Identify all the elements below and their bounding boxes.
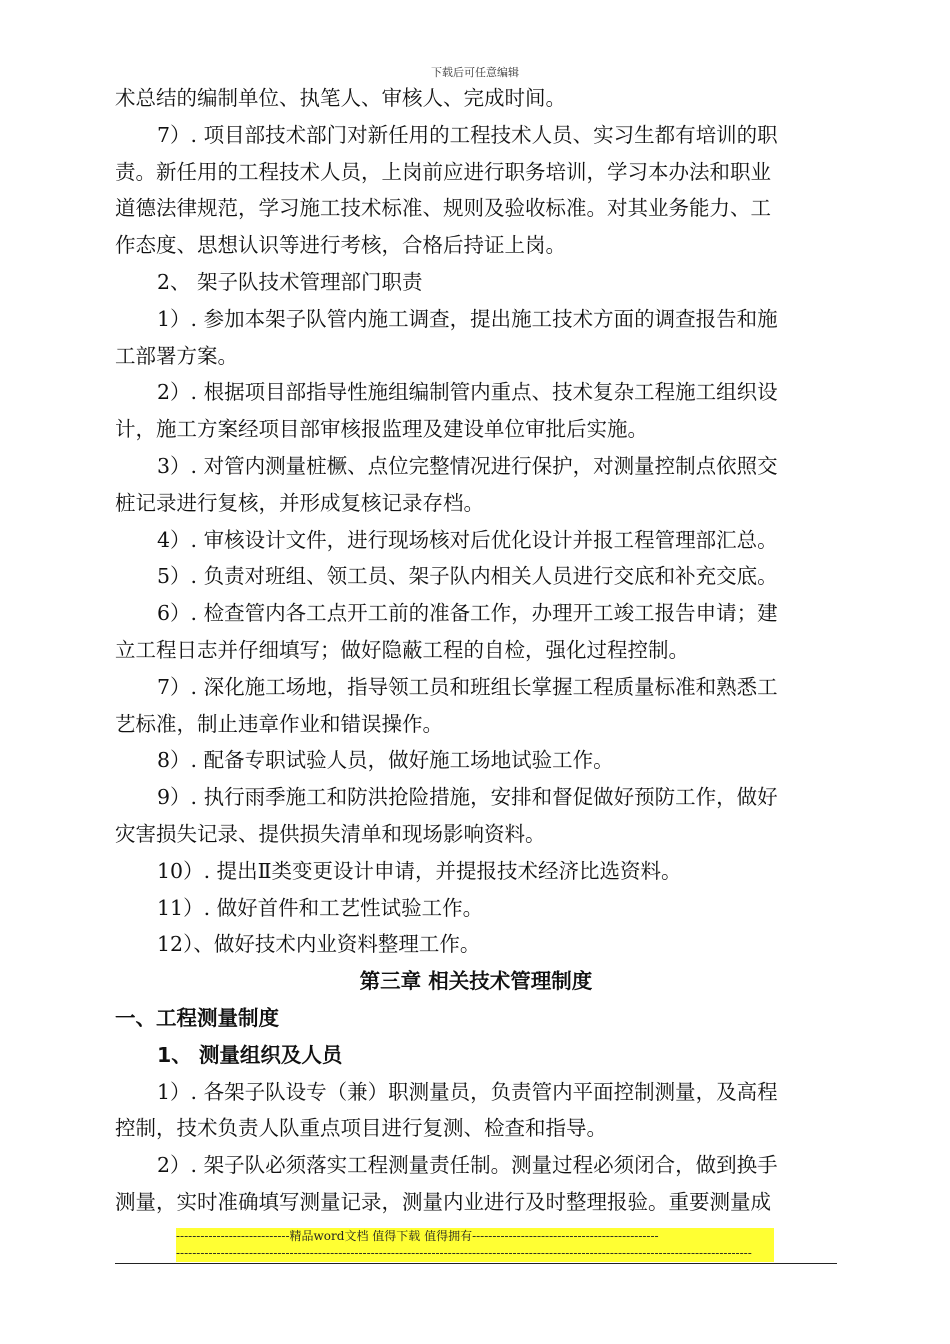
paragraph-line: 7）. 项目部技术部门对新任用的工程技术人员、实习生都有培训的职 [157,122,778,147]
paragraph-line: 9）. 执行雨季施工和防洪抢险措施，安排和督促做好预防工作，做好 [157,785,778,810]
paragraph-line: 3）. 对管内测量桩橛、点位完整情况进行保护，对测量控制点依照交 [157,453,778,478]
paragraph-line: 测量，实时准确填写测量记录，测量内业进行及时整理报验。重要测量成 [115,1189,771,1214]
paragraph-line: 1）. 参加本架子队管内施工调查，提出施工技术方面的调查报告和施 [157,306,778,331]
paragraph-line: 立工程日志并仔细填写；做好隐蔽工程的自检，强化过程控制。 [115,637,689,662]
paragraph-line: 10）. 提出Ⅱ类变更设计申请，并提报技术经济比选资料。 [157,858,682,883]
chapter-title: 第三章 相关技术管理制度 [359,969,593,994]
paragraph-line: 灾害损失记录、提供损失清单和现场影响资料。 [115,821,546,846]
paragraph-line: 责。新任用的工程技术人员，上岗前应进行职务培训，学习本办法和职业 [115,159,771,184]
paragraph-line: 6）. 检查管内各工点开工前的准备工作，办理开工竣工报告申请；建 [157,601,778,626]
paragraph-line: 2）. 架子队必须落实工程测量责任制。测量过程必须闭合，做到换手 [157,1153,778,1178]
footer-rule [115,1263,837,1264]
paragraph-line: 7）. 深化施工场地，指导领工员和班组长掌握工程质量标准和熟悉工 [157,674,778,699]
paragraph-line: 作态度、思想认识等进行考核，合格后持证上岗。 [115,233,566,258]
paragraph-line: 艺标准，制止违章作业和错误操作。 [115,711,443,736]
subsection-title: 1、 测量组织及人员 [157,1042,343,1067]
paragraph-line: 5）. 负责对班组、领工员、架子队内相关人员进行交底和补充交底。 [157,564,778,589]
paragraph-line: 12）、做好技术内业资料整理工作。 [157,932,481,957]
paragraph-line: 工部署方案。 [115,343,238,368]
paragraph-line: 2）. 根据项目部指导性施组编制管内重点、技术复杂工程施工组织设 [157,380,778,405]
paragraph-line: 桩记录进行复核，并形成复核记录存档。 [115,490,484,515]
paragraph-line: 计，施工方案经项目部审核报监理及建设单位审批后实施。 [115,417,648,442]
page-header: 下载后可任意编辑 [431,66,519,79]
paragraph-line: 11）. 做好首件和工艺性试验工作。 [157,895,484,920]
paragraph-line: 8）. 配备专职试验人员，做好施工场地试验工作。 [157,748,614,773]
footer-banner: ----------------------------精品word文档 值得下载 值得拥有---------------------------------------------- [176,1228,774,1245]
document-body [115,80,837,1221]
paragraph-line: 1）. 各架子队设专（兼）职测量员，负责管内平面控制测量，及高程 [157,1079,778,1104]
footer-banner-dashes: ---------------------------------------------------------------------------------------------------------------------------------------------- [176,1245,774,1262]
section-heading: 2、 架子队技术管理部门职责 [157,269,423,294]
paragraph-line: 4）. 审核设计文件，进行现场核对后优化设计并报工程管理部汇总。 [157,527,778,552]
section-title: 一、工程测量制度 [115,1005,279,1030]
paragraph-line: 控制，技术负责人队重点项目进行复测、检查和指导。 [115,1116,607,1141]
paragraph-line: 道德法律规范，学习施工技术标准、规则及验收标准。对其业务能力、工 [115,196,771,221]
paragraph-line: 术总结的编制单位、执笔人、审核人、完成时间。 [115,86,566,110]
